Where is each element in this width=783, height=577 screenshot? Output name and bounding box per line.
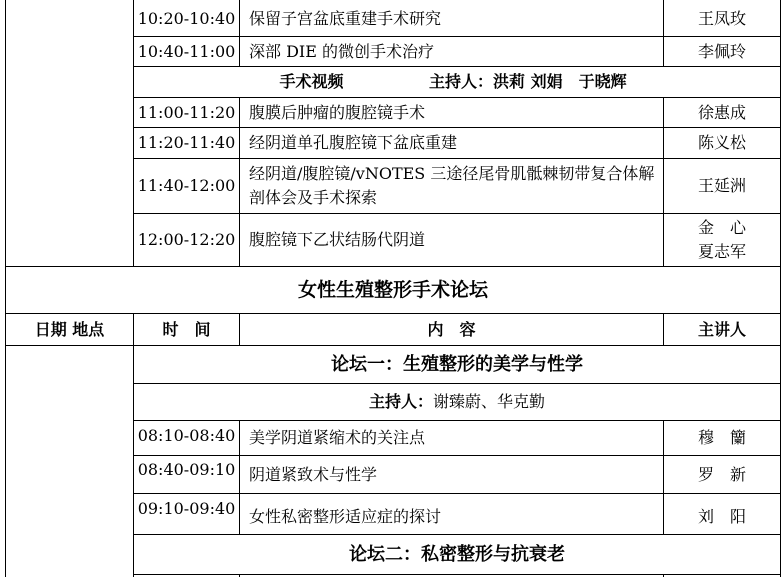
host-label: 主持人： — [368, 392, 433, 411]
session-speaker: 王凤玫 — [697, 9, 746, 28]
forum-title: 论坛二：私密整形与抗衰老 — [349, 543, 565, 565]
header-content: 内 容 — [427, 319, 476, 339]
session-topic: 腹腔镜下乙状结肠代阴道 — [249, 230, 426, 249]
table-border-right — [780, 0, 781, 577]
session-speaker: 穆 籣 — [697, 428, 746, 447]
host-names: 谢臻蔚、华克勤 — [433, 392, 546, 411]
session-time: 12:00-12:20 — [137, 230, 236, 249]
session-time: 11:00-11:20 — [137, 102, 236, 122]
forum-title: 论坛一：生殖整形的美学与性学 — [331, 353, 583, 375]
video-section-label: 手术视频 — [279, 72, 344, 91]
row-divider — [133, 574, 781, 575]
session-topic: 保留子宫盆底重建手术研究 — [249, 9, 442, 28]
session-topic: 深部 DIE 的微创手术治疗 — [249, 41, 435, 61]
session-time: 10:40-11:00 — [137, 41, 236, 61]
session-topic: 经阴道单孔腹腔镜下盆底重建 — [249, 133, 458, 152]
video-section-host: 主持人：洪莉 刘娟 于晓辉 — [429, 72, 627, 91]
session-time: 11:40-12:00 — [137, 176, 236, 195]
session-topic: 阴道紧致术与性学 — [249, 464, 378, 484]
session-speaker: 刘 阳 — [697, 507, 746, 526]
session-speaker: 李佩玲 — [697, 41, 746, 61]
session-speakers — [664, 214, 780, 266]
session-time: 10:20-10:40 — [137, 9, 236, 28]
session-topic: 女性私密整形适应症的探讨 — [249, 507, 442, 526]
section-title: 女性生殖整形手术论坛 — [297, 279, 488, 301]
session-speaker: 陈义松 — [697, 133, 746, 152]
session-time: 08:10-08:40 — [137, 426, 236, 445]
session-topic: 美学阴道紧缩术的关注点 — [249, 428, 426, 447]
header-date-place: 日期 地点 — [34, 319, 105, 339]
session-speaker: 徐惠成 — [697, 102, 746, 122]
session-time: 08:40-09:10 — [137, 460, 236, 479]
session-time: 11:20-11:40 — [137, 133, 236, 152]
session-topic: 经阴道/腹腔镜/vNOTES 三途径尾骨肌骶棘韧带复合体解剖体会及手术探索 — [249, 164, 655, 207]
speaker-name: 金 心 — [697, 218, 746, 237]
session-speaker: 王延洲 — [697, 176, 746, 195]
header-speaker: 主讲人 — [697, 319, 746, 339]
session-speaker: 罗 新 — [697, 464, 746, 484]
session-time: 09:10-09:40 — [137, 499, 236, 518]
speaker-name: 夏志军 — [697, 242, 746, 261]
session-topic: 腹膜后肿瘤的腹腔镜手术 — [249, 102, 426, 122]
header-time: 时 间 — [162, 319, 211, 339]
forum-host — [134, 384, 780, 420]
